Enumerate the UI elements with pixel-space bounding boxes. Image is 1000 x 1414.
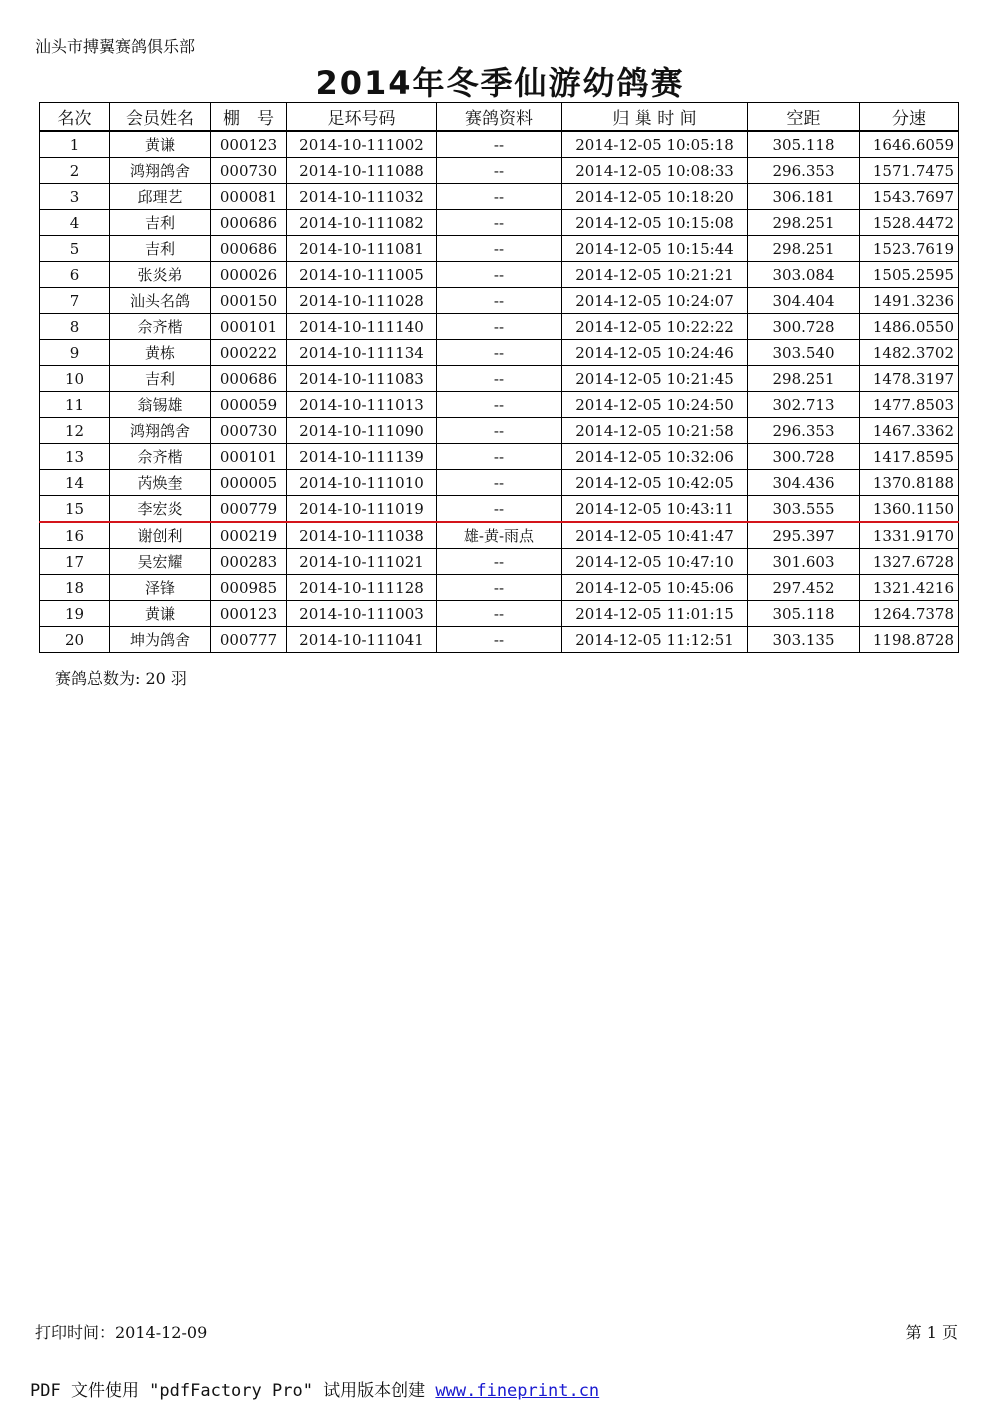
cell-loft-number: 000686 [211, 210, 287, 236]
print-time: 打印时间：2014-12-09 [35, 1323, 208, 1342]
table-row [40, 418, 959, 444]
cell-rank: 17 [40, 549, 110, 575]
cell-distance: 300.728 [748, 314, 860, 340]
cell-pigeon-info: -- [437, 262, 562, 288]
cell-pigeon-info: -- [437, 158, 562, 184]
cell-ring-number: 2014-10-111140 [287, 314, 437, 340]
cell-speed: 1486.0550 [860, 314, 959, 340]
cell-rank: 14 [40, 470, 110, 496]
col-header-arrival-time: 归 巢 时 间 [562, 103, 748, 132]
cell-loft-number: 000219 [211, 522, 287, 549]
cell-member-name: 黄谦 [110, 601, 211, 627]
cell-loft-number: 000150 [211, 288, 287, 314]
cell-pigeon-info: -- [437, 549, 562, 575]
cell-arrival-time: 2014-12-05 10:15:08 [562, 210, 748, 236]
table-row [40, 288, 959, 314]
cell-ring-number: 2014-10-111082 [287, 210, 437, 236]
cell-member-name: 汕头名鸽 [110, 288, 211, 314]
cell-arrival-time: 2014-12-05 10:45:06 [562, 575, 748, 601]
cell-pigeon-info: -- [437, 601, 562, 627]
table-row [40, 392, 959, 418]
cell-loft-number: 000123 [211, 131, 287, 158]
cell-speed: 1370.8188 [860, 470, 959, 496]
cell-distance: 296.353 [748, 418, 860, 444]
cell-rank: 2 [40, 158, 110, 184]
cell-ring-number: 2014-10-111013 [287, 392, 437, 418]
cell-ring-number: 2014-10-111081 [287, 236, 437, 262]
table-row [40, 627, 959, 653]
cell-arrival-time: 2014-12-05 10:32:06 [562, 444, 748, 470]
cell-pigeon-info: -- [437, 418, 562, 444]
cell-loft-number: 000985 [211, 575, 287, 601]
cell-ring-number: 2014-10-111088 [287, 158, 437, 184]
table-row [40, 184, 959, 210]
table-row [40, 575, 959, 601]
cell-speed: 1360.1150 [860, 496, 959, 523]
cell-member-name: 吉利 [110, 210, 211, 236]
cell-member-name: 泽锋 [110, 575, 211, 601]
cell-loft-number: 000081 [211, 184, 287, 210]
cell-member-name: 吴宏耀 [110, 549, 211, 575]
cell-pigeon-info: -- [437, 210, 562, 236]
total-count: 赛鸽总数为: 20 羽 [55, 669, 187, 688]
cell-ring-number: 2014-10-111090 [287, 418, 437, 444]
cell-speed: 1321.4216 [860, 575, 959, 601]
table-row [40, 601, 959, 627]
cell-speed: 1331.9170 [860, 522, 959, 549]
cell-rank: 16 [40, 522, 110, 549]
cell-arrival-time: 2014-12-05 10:24:50 [562, 392, 748, 418]
fineprint-link[interactable]: www.fineprint.cn [435, 1381, 600, 1401]
cell-rank: 8 [40, 314, 110, 340]
cell-loft-number: 000730 [211, 418, 287, 444]
col-header-distance: 空距 [748, 103, 860, 132]
cell-arrival-time: 2014-12-05 10:24:07 [562, 288, 748, 314]
table-row [40, 366, 959, 392]
cell-pigeon-info: -- [437, 184, 562, 210]
cell-pigeon-info: -- [437, 470, 562, 496]
cell-speed: 1491.3236 [860, 288, 959, 314]
cell-ring-number: 2014-10-111038 [287, 522, 437, 549]
table-row [40, 210, 959, 236]
cell-loft-number: 000026 [211, 262, 287, 288]
cell-member-name: 邱理艺 [110, 184, 211, 210]
cell-ring-number: 2014-10-111134 [287, 340, 437, 366]
cell-distance: 302.713 [748, 392, 860, 418]
cell-pigeon-info: -- [437, 392, 562, 418]
cell-member-name: 翁锡雄 [110, 392, 211, 418]
cell-arrival-time: 2014-12-05 10:05:18 [562, 131, 748, 158]
cell-distance: 298.251 [748, 366, 860, 392]
cell-rank: 6 [40, 262, 110, 288]
results-body [40, 131, 959, 653]
cell-rank: 20 [40, 627, 110, 653]
cell-distance: 298.251 [748, 236, 860, 262]
cell-speed: 1467.3362 [860, 418, 959, 444]
cell-rank: 18 [40, 575, 110, 601]
cell-distance: 306.181 [748, 184, 860, 210]
cell-arrival-time: 2014-12-05 11:12:51 [562, 627, 748, 653]
cell-loft-number: 000283 [211, 549, 287, 575]
cell-speed: 1417.8595 [860, 444, 959, 470]
cell-rank: 5 [40, 236, 110, 262]
cell-pigeon-info: -- [437, 314, 562, 340]
page-number: 第 1 页 [905, 1323, 958, 1342]
table-row [40, 158, 959, 184]
cell-distance: 303.084 [748, 262, 860, 288]
cell-arrival-time: 2014-12-05 10:21:58 [562, 418, 748, 444]
cell-member-name: 坤为鸽舍 [110, 627, 211, 653]
cell-rank: 11 [40, 392, 110, 418]
cell-rank: 10 [40, 366, 110, 392]
table-row [40, 236, 959, 262]
cell-loft-number: 000101 [211, 444, 287, 470]
cell-pigeon-info: -- [437, 288, 562, 314]
cell-arrival-time: 2014-12-05 10:15:44 [562, 236, 748, 262]
cell-ring-number: 2014-10-111032 [287, 184, 437, 210]
cell-pigeon-info: -- [437, 131, 562, 158]
cell-rank: 7 [40, 288, 110, 314]
cell-ring-number: 2014-10-111021 [287, 549, 437, 575]
pdf-creator-note [30, 1376, 599, 1401]
cell-member-name: 吉利 [110, 366, 211, 392]
cell-arrival-time: 2014-12-05 10:08:33 [562, 158, 748, 184]
cell-arrival-time: 2014-12-05 10:21:45 [562, 366, 748, 392]
table-row [40, 131, 959, 158]
col-header-ring: 足环号码 [287, 103, 437, 132]
cell-distance: 305.118 [748, 601, 860, 627]
table-row [40, 444, 959, 470]
cell-distance: 300.728 [748, 444, 860, 470]
cell-loft-number: 000777 [211, 627, 287, 653]
table-row [40, 470, 959, 496]
cell-pigeon-info: -- [437, 340, 562, 366]
cell-loft-number: 000059 [211, 392, 287, 418]
cell-ring-number: 2014-10-111128 [287, 575, 437, 601]
table-row [40, 262, 959, 288]
table-row [40, 496, 959, 523]
cell-arrival-time: 2014-12-05 10:21:21 [562, 262, 748, 288]
club-name: 汕头市搏翼赛鸽俱乐部 [35, 37, 196, 56]
cell-distance: 295.397 [748, 522, 860, 549]
table-header-row [40, 103, 959, 132]
cell-pigeon-info: -- [437, 366, 562, 392]
cell-rank: 3 [40, 184, 110, 210]
cell-ring-number: 2014-10-111003 [287, 601, 437, 627]
cell-arrival-time: 2014-12-05 10:22:22 [562, 314, 748, 340]
cell-loft-number: 000686 [211, 366, 287, 392]
pdf-note-text: PDF 文件使用 "pdfFactory Pro" 试用版本创建 [30, 1381, 436, 1401]
cell-rank: 13 [40, 444, 110, 470]
cell-member-name: 黄谦 [110, 131, 211, 158]
cell-member-name: 谢创利 [110, 522, 211, 549]
cell-pigeon-info: -- [437, 496, 562, 523]
cell-ring-number: 2014-10-111083 [287, 366, 437, 392]
table-row [40, 314, 959, 340]
cell-ring-number: 2014-10-111139 [287, 444, 437, 470]
cell-speed: 1482.3702 [860, 340, 959, 366]
page-title: 2014年冬季仙游幼鸽赛 [315, 64, 685, 102]
table-row [40, 340, 959, 366]
cell-ring-number: 2014-10-111010 [287, 470, 437, 496]
cell-member-name: 佘齐楷 [110, 314, 211, 340]
cell-loft-number: 000123 [211, 601, 287, 627]
cell-member-name: 吉利 [110, 236, 211, 262]
cell-pigeon-info: -- [437, 575, 562, 601]
col-header-speed: 分速 [860, 103, 959, 132]
cell-speed: 1327.6728 [860, 549, 959, 575]
cell-speed: 1478.3197 [860, 366, 959, 392]
cell-pigeon-info: -- [437, 236, 562, 262]
cell-arrival-time: 2014-12-05 11:01:15 [562, 601, 748, 627]
cell-speed: 1543.7697 [860, 184, 959, 210]
cell-member-name: 佘齐楷 [110, 444, 211, 470]
cell-member-name: 张炎弟 [110, 262, 211, 288]
cell-speed: 1646.6059 [860, 131, 959, 158]
cell-speed: 1264.7378 [860, 601, 959, 627]
cell-rank: 1 [40, 131, 110, 158]
col-header-loft: 棚 号 [211, 103, 287, 132]
cell-distance: 297.452 [748, 575, 860, 601]
cell-rank: 15 [40, 496, 110, 523]
cell-pigeon-info: 雄-黄-雨点 [437, 522, 562, 549]
col-header-pigeon-info: 赛鸽资料 [437, 103, 562, 132]
cell-speed: 1198.8728 [860, 627, 959, 653]
cell-distance: 298.251 [748, 210, 860, 236]
cell-speed: 1477.8503 [860, 392, 959, 418]
cell-ring-number: 2014-10-111002 [287, 131, 437, 158]
cell-ring-number: 2014-10-111019 [287, 496, 437, 523]
cell-loft-number: 000730 [211, 158, 287, 184]
cell-distance: 303.555 [748, 496, 860, 523]
cell-loft-number: 000101 [211, 314, 287, 340]
cell-rank: 9 [40, 340, 110, 366]
col-header-rank: 名次 [40, 103, 110, 132]
cell-loft-number: 000686 [211, 236, 287, 262]
results-table [39, 102, 959, 653]
cell-distance: 301.603 [748, 549, 860, 575]
cell-speed: 1571.7475 [860, 158, 959, 184]
cell-distance: 303.135 [748, 627, 860, 653]
cell-distance: 304.404 [748, 288, 860, 314]
table-row [40, 522, 959, 549]
cell-pigeon-info: -- [437, 444, 562, 470]
cell-ring-number: 2014-10-111005 [287, 262, 437, 288]
cell-arrival-time: 2014-12-05 10:18:20 [562, 184, 748, 210]
cell-ring-number: 2014-10-111041 [287, 627, 437, 653]
cell-ring-number: 2014-10-111028 [287, 288, 437, 314]
cell-arrival-time: 2014-12-05 10:43:11 [562, 496, 748, 523]
col-header-member: 会员姓名 [110, 103, 211, 132]
cell-arrival-time: 2014-12-05 10:41:47 [562, 522, 748, 549]
cell-pigeon-info: -- [437, 627, 562, 653]
cell-rank: 19 [40, 601, 110, 627]
cell-arrival-time: 2014-12-05 10:42:05 [562, 470, 748, 496]
cell-speed: 1523.7619 [860, 236, 959, 262]
cell-speed: 1528.4472 [860, 210, 959, 236]
cell-member-name: 李宏炎 [110, 496, 211, 523]
cell-member-name: 鸿翔鸽舍 [110, 158, 211, 184]
cell-loft-number: 000222 [211, 340, 287, 366]
cell-loft-number: 000005 [211, 470, 287, 496]
cell-distance: 303.540 [748, 340, 860, 366]
cell-member-name: 黄栋 [110, 340, 211, 366]
cell-member-name: 鸿翔鸽舍 [110, 418, 211, 444]
cell-arrival-time: 2014-12-05 10:24:46 [562, 340, 748, 366]
cell-rank: 12 [40, 418, 110, 444]
table-row [40, 549, 959, 575]
cell-loft-number: 000779 [211, 496, 287, 523]
cell-member-name: 芮焕奎 [110, 470, 211, 496]
cell-rank: 4 [40, 210, 110, 236]
cell-speed: 1505.2595 [860, 262, 959, 288]
cell-distance: 304.436 [748, 470, 860, 496]
cell-distance: 305.118 [748, 131, 860, 158]
cell-distance: 296.353 [748, 158, 860, 184]
cell-arrival-time: 2014-12-05 10:47:10 [562, 549, 748, 575]
